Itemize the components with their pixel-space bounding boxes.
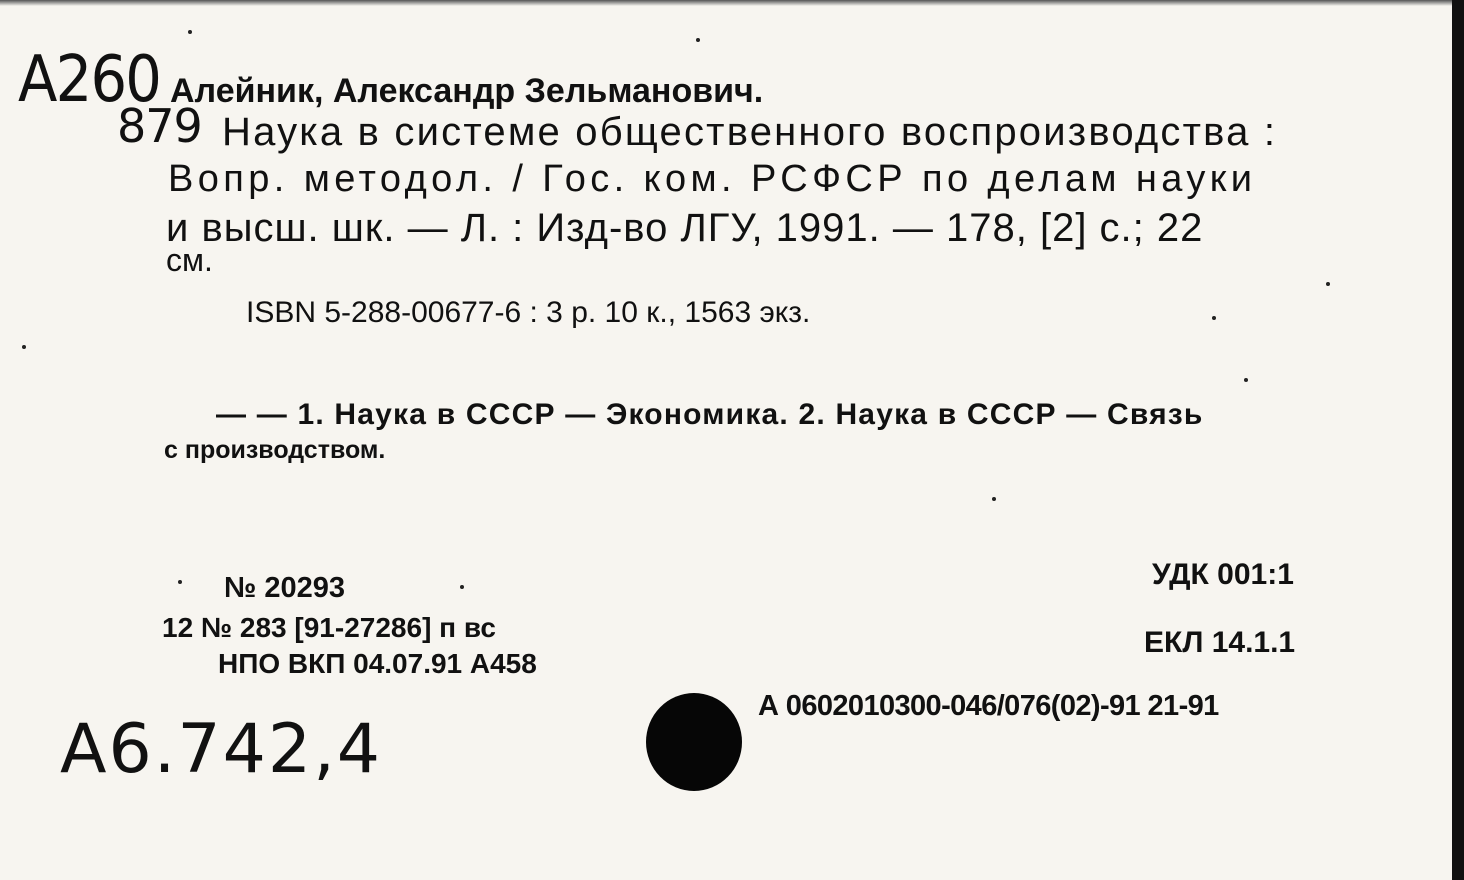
order-code: 12 № 283 [91-27286] п вс [162,612,496,643]
title-line-1-text: Наука в системе общественного воспроизводства : [222,110,1278,154]
speck [1212,316,1216,320]
speck [22,345,26,349]
speck [460,585,464,589]
title-line-1 [222,112,1334,152]
punch-hole [646,693,742,791]
speck [696,38,700,42]
title-line-3: и высш. шк. — Л. : Изд-во ЛГУ, 1991. — 178, [2] с.; 22 [166,206,1204,250]
card-right-edge [1452,0,1464,880]
card-top-edge [0,0,1464,6]
speck [1244,378,1248,382]
speck [992,497,996,501]
speck [178,580,182,584]
title-line-2: Вопр. методол. / Гос. ком. РСФСР по делам науки [168,158,1257,200]
speck [188,30,192,34]
record-number: № 20293 [224,572,346,604]
call-number-second: 879 [117,99,202,153]
ekl-code: ЕКЛ 14.1.1 [1144,626,1296,659]
subjects-line-2: с производством. [164,436,386,464]
author-heading: Алейник, Александр Зельманович. [170,72,764,110]
index-code: А 0602010300-046/076(02)-91 21-91 [758,690,1219,722]
isbn-line: ISBN 5-288-00677-6 : 3 р. 10 к., 1563 экз. [246,296,811,329]
title-line-4: см. [166,242,213,278]
npo-code: НПО ВКП 04.07.91 А458 [218,648,537,679]
subjects-line-1: — — 1. Наука в СССР — Экономика. 2. Наука в СССР — Связь [216,398,1204,431]
udk-code: УДК 001:1 [1152,558,1294,591]
call-number-top: А260 [18,43,161,117]
speck [1326,282,1330,286]
call-number-bottom: А6.742,4 [60,710,383,789]
